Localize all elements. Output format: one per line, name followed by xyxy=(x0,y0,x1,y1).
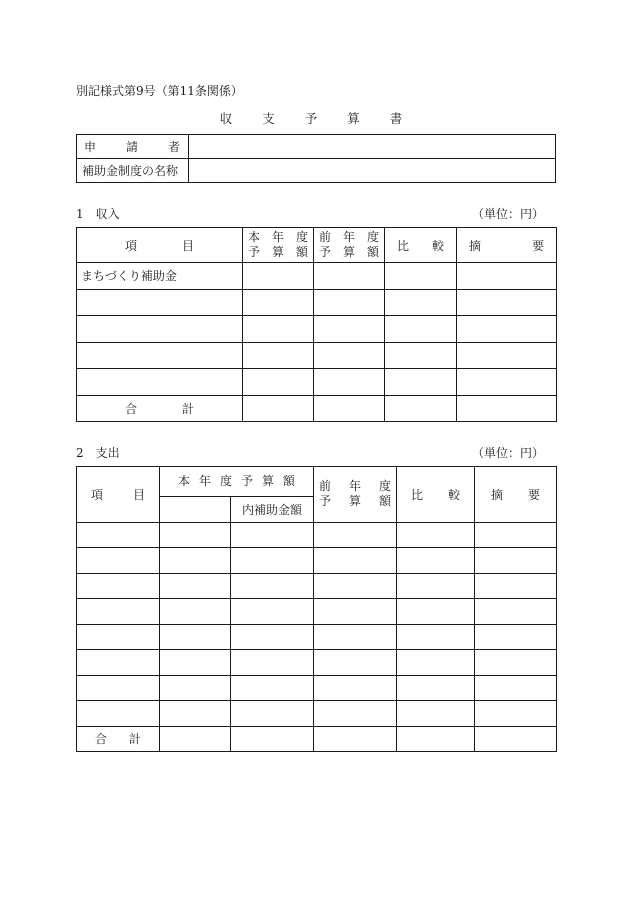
income-value-cell[interactable] xyxy=(314,342,385,369)
applicant-label-cell xyxy=(77,135,189,159)
income-item-cell[interactable] xyxy=(77,289,243,316)
expenditure-cell[interactable] xyxy=(160,701,231,727)
expenditure-cell[interactable] xyxy=(160,650,231,676)
income-value-cell[interactable] xyxy=(314,316,385,343)
table-row xyxy=(77,369,557,396)
income-value-cell[interactable] xyxy=(457,316,557,343)
expenditure-total-cell[interactable] xyxy=(475,726,557,752)
expenditure-unit: （単位：円） xyxy=(471,446,544,460)
expenditure-total-cell[interactable] xyxy=(314,726,397,752)
expenditure-header-item: 項 目 xyxy=(77,467,160,523)
income-section-label: 1 収入 xyxy=(76,207,120,221)
expenditure-cell[interactable] xyxy=(77,701,160,727)
table-row xyxy=(77,342,557,369)
expenditure-cell[interactable] xyxy=(397,701,475,727)
expenditure-cell[interactable] xyxy=(160,675,231,701)
applicant-row xyxy=(77,135,556,159)
income-total-label: 合 計 xyxy=(77,395,243,422)
income-value-cell[interactable] xyxy=(314,369,385,396)
expenditure-cell[interactable] xyxy=(160,599,231,625)
program-name-value-cell[interactable] xyxy=(189,159,556,183)
expenditure-cell[interactable] xyxy=(77,573,160,599)
expenditure-cell[interactable] xyxy=(397,573,475,599)
income-item-text xyxy=(77,295,81,309)
table-row xyxy=(77,522,557,548)
income-value-cell[interactable] xyxy=(243,263,314,290)
document-title: 収支予算書 xyxy=(219,111,433,126)
expenditure-cell[interactable] xyxy=(314,624,397,650)
income-total-cell[interactable] xyxy=(457,395,557,422)
income-total-row xyxy=(77,395,557,422)
expenditure-total-label: 合 計 xyxy=(77,726,160,752)
expenditure-header-comparison: 比 較 xyxy=(397,467,475,523)
expenditure-cell[interactable] xyxy=(397,599,475,625)
expenditure-header-prev-budget: 前 年 度 予 算 額 xyxy=(314,467,397,523)
income-header-row xyxy=(77,228,557,263)
applicant-value-cell[interactable] xyxy=(189,135,556,159)
expenditure-total-cell[interactable] xyxy=(160,726,231,752)
income-value-cell[interactable] xyxy=(385,342,457,369)
income-value-cell[interactable] xyxy=(243,316,314,343)
expenditure-cell[interactable] xyxy=(314,522,397,548)
expenditure-cell[interactable] xyxy=(231,599,314,625)
expenditure-cell[interactable] xyxy=(475,624,557,650)
expenditure-header-subsidy-portion: 内補助金額 xyxy=(231,497,314,523)
income-value-cell[interactable] xyxy=(457,263,557,290)
expenditure-cell[interactable] xyxy=(314,675,397,701)
expenditure-cell[interactable] xyxy=(475,573,557,599)
expenditure-cell[interactable] xyxy=(314,650,397,676)
income-total-cell[interactable] xyxy=(314,395,385,422)
expenditure-header-summary: 摘 要 xyxy=(475,467,557,523)
expenditure-cell[interactable] xyxy=(475,675,557,701)
income-total-cell[interactable] xyxy=(243,395,314,422)
expenditure-cell[interactable] xyxy=(231,675,314,701)
income-item-cell[interactable] xyxy=(77,369,243,396)
income-item-text: まちづくり補助金 xyxy=(81,269,177,284)
income-unit: （単位：円） xyxy=(471,207,544,221)
expenditure-cell[interactable] xyxy=(397,522,475,548)
table-row xyxy=(77,650,557,676)
income-value-cell[interactable] xyxy=(243,289,314,316)
expenditure-cell[interactable] xyxy=(77,675,160,701)
expenditure-cell[interactable] xyxy=(231,522,314,548)
income-value-cell[interactable] xyxy=(385,369,457,396)
income-item-text xyxy=(77,348,81,362)
expenditure-cell[interactable] xyxy=(77,548,160,574)
income-value-cell[interactable] xyxy=(457,369,557,396)
expenditure-cell[interactable] xyxy=(160,624,231,650)
expenditure-cell[interactable] xyxy=(314,701,397,727)
expenditure-cell[interactable] xyxy=(231,573,314,599)
form-id: 別記様式第9号（第11条関係） xyxy=(76,84,243,98)
expenditure-cell[interactable] xyxy=(231,624,314,650)
table-row xyxy=(77,624,557,650)
income-total-cell[interactable] xyxy=(385,395,457,422)
income-item-text xyxy=(77,322,81,336)
table-row xyxy=(77,289,557,316)
expenditure-cell[interactable] xyxy=(397,650,475,676)
expenditure-cell[interactable] xyxy=(397,675,475,701)
income-header-current-budget: 本 年 度 予 算 額 xyxy=(243,228,314,263)
table-row xyxy=(77,263,557,290)
income-value-cell[interactable] xyxy=(385,263,457,290)
income-header-item: 項 目 xyxy=(77,228,243,263)
expenditure-cell[interactable] xyxy=(160,522,231,548)
expenditure-cell[interactable] xyxy=(397,624,475,650)
expenditure-cell[interactable] xyxy=(475,701,557,727)
table-row xyxy=(77,548,557,574)
expenditure-total-row xyxy=(77,726,557,752)
income-value-cell[interactable] xyxy=(457,289,557,316)
applicant-table xyxy=(76,134,556,183)
applicant-value xyxy=(189,140,193,154)
income-value-cell[interactable] xyxy=(243,342,314,369)
expenditure-cell[interactable] xyxy=(475,548,557,574)
expenditure-table xyxy=(76,466,557,752)
income-item-cell[interactable] xyxy=(77,342,243,369)
expenditure-cell[interactable] xyxy=(475,522,557,548)
expenditure-cell[interactable] xyxy=(77,624,160,650)
income-value-cell[interactable] xyxy=(385,289,457,316)
income-value-cell[interactable] xyxy=(385,316,457,343)
expenditure-section-label: 2 支出 xyxy=(76,446,120,460)
table-row xyxy=(77,573,557,599)
expenditure-cell[interactable] xyxy=(231,650,314,676)
income-header-comparison: 比 較 xyxy=(385,228,457,263)
income-value-cell[interactable] xyxy=(314,289,385,316)
expenditure-cell[interactable] xyxy=(77,522,160,548)
income-value-cell[interactable] xyxy=(314,263,385,290)
expenditure-cell[interactable] xyxy=(314,599,397,625)
expenditure-cell[interactable] xyxy=(160,573,231,599)
expenditure-cell[interactable] xyxy=(160,548,231,574)
program-name-label-cell xyxy=(77,159,189,183)
table-row xyxy=(77,675,557,701)
income-header-prev-budget: 前 年 度 予 算 額 xyxy=(314,228,385,263)
expenditure-cell[interactable] xyxy=(475,650,557,676)
expenditure-cell[interactable] xyxy=(77,599,160,625)
table-row xyxy=(77,701,557,727)
expenditure-total-cell[interactable] xyxy=(231,726,314,752)
expenditure-cell[interactable] xyxy=(77,650,160,676)
expenditure-cell[interactable] xyxy=(314,548,397,574)
program-name-label: 補助金制度の名称 xyxy=(82,164,179,178)
table-row xyxy=(77,599,557,625)
expenditure-header-row xyxy=(77,467,557,497)
income-item-text xyxy=(77,375,81,389)
applicant-label: 申 請 者 xyxy=(84,140,180,154)
income-table xyxy=(76,227,557,422)
expenditure-cell[interactable] xyxy=(231,701,314,727)
income-item-cell[interactable] xyxy=(77,316,243,343)
income-value-cell[interactable] xyxy=(243,369,314,396)
program-name-value xyxy=(189,164,193,178)
table-row xyxy=(77,316,557,343)
expenditure-header-current-budget: 本 年 度 予 算 額 xyxy=(160,467,314,497)
income-header-summary: 摘 要 xyxy=(457,228,557,263)
income-value-cell[interactable] xyxy=(457,342,557,369)
income-item-cell[interactable] xyxy=(77,263,243,290)
program-name-row xyxy=(77,159,556,183)
expenditure-cell[interactable] xyxy=(314,573,397,599)
expenditure-total-cell[interactable] xyxy=(397,726,475,752)
expenditure-cell[interactable] xyxy=(475,599,557,625)
expenditure-cell[interactable] xyxy=(231,548,314,574)
expenditure-header-blank xyxy=(160,497,231,523)
expenditure-cell[interactable] xyxy=(397,548,475,574)
